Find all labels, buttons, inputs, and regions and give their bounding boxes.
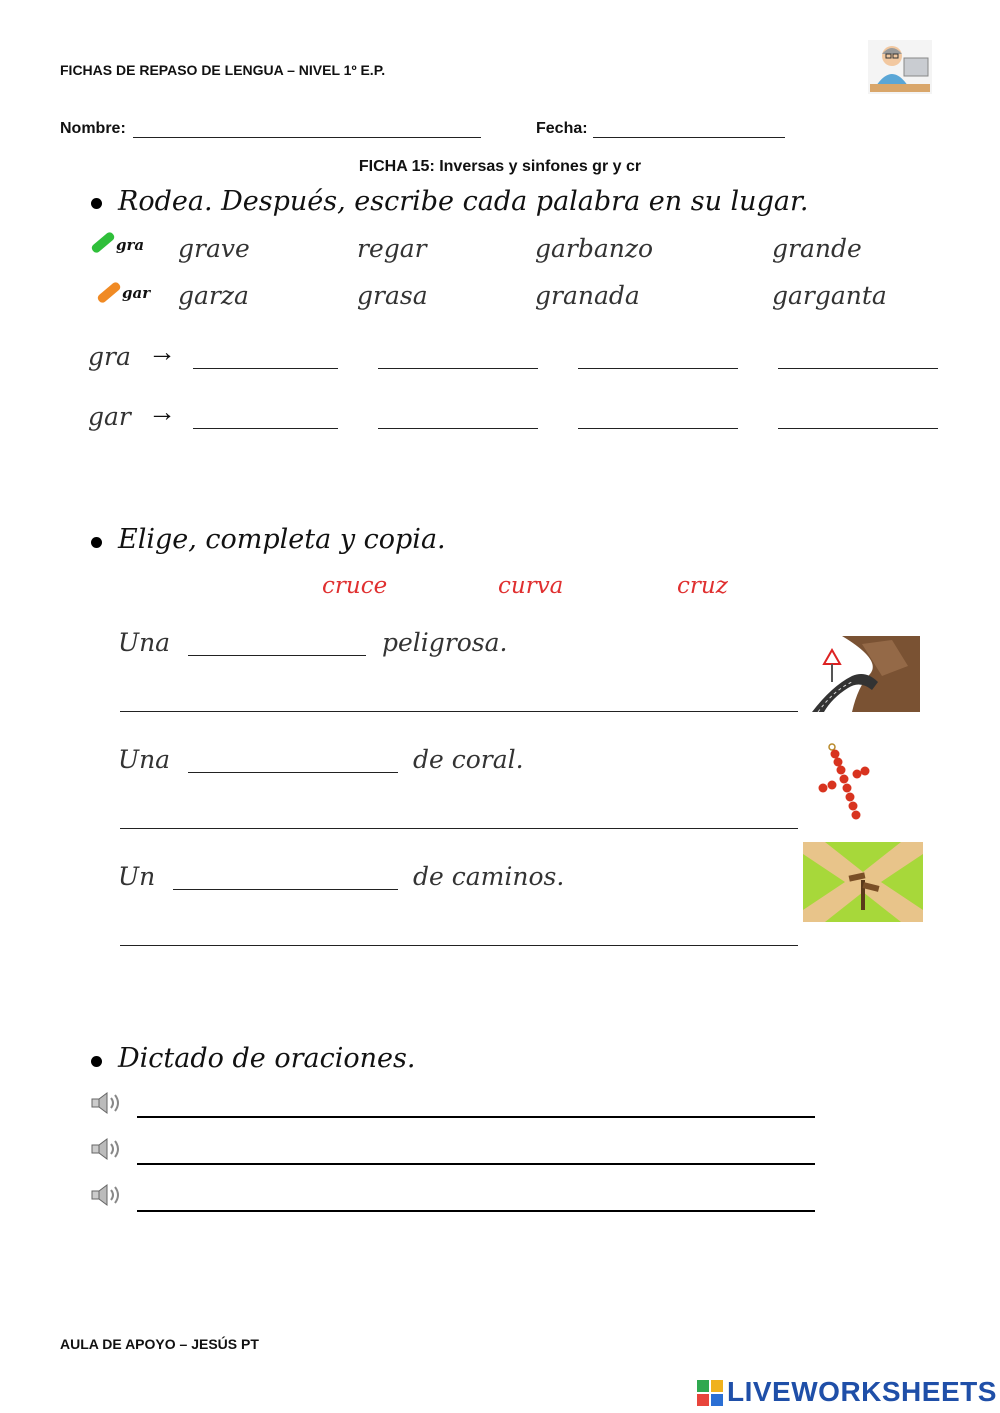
date-field[interactable] — [593, 137, 785, 138]
bullet-icon — [91, 1056, 102, 1067]
name-field[interactable] — [133, 137, 481, 138]
footer-text: AULA DE APOYO – JESÚS PT — [60, 1336, 259, 1352]
option-word[interactable]: curva — [498, 573, 564, 599]
sentence-start: Un — [118, 862, 156, 891]
answer-prefix-gra: gra — [88, 342, 131, 371]
bullet-icon — [91, 537, 102, 548]
name-label: Nombre: — [60, 120, 126, 137]
arrow-right-icon: → — [148, 396, 176, 427]
answer-field[interactable] — [378, 368, 538, 369]
word-item[interactable]: garganta — [772, 281, 887, 310]
crossroads-image — [803, 842, 923, 922]
word-item[interactable]: grande — [772, 234, 862, 263]
word-item[interactable]: garbanzo — [535, 234, 654, 263]
section1-instruction: Rodea. Después, escribe cada palabra en su lugar. — [118, 186, 809, 217]
answer-field[interactable] — [578, 428, 738, 429]
coral-cross-image — [815, 742, 871, 824]
dictation-line-field[interactable] — [137, 1163, 815, 1165]
sentence-blank-field[interactable] — [188, 655, 366, 656]
sentence-blank-field[interactable] — [173, 889, 398, 890]
answer-field[interactable] — [378, 428, 538, 429]
bullet-icon — [91, 198, 102, 209]
copy-line-field[interactable] — [120, 711, 798, 712]
worksheet-title: FICHA 15: Inversas y sinfones gr y cr — [358, 158, 642, 175]
section3-instruction: Dictado de oraciones. — [118, 1043, 416, 1074]
dictation-line-field[interactable] — [137, 1210, 815, 1212]
answer-field[interactable] — [778, 368, 938, 369]
answer-field[interactable] — [578, 368, 738, 369]
curve-road-image — [812, 636, 920, 712]
green-pencil-icon — [90, 231, 116, 255]
section2-instruction: Elige, completa y copia. — [118, 524, 446, 555]
orange-pencil-icon — [96, 281, 122, 305]
word-item[interactable]: granada — [535, 281, 640, 310]
speaker-icon[interactable] — [90, 1090, 124, 1121]
sentence-end: de coral. — [413, 745, 524, 774]
copy-line-field[interactable] — [120, 828, 798, 829]
legend-gra: gra — [116, 236, 145, 254]
answer-field[interactable] — [193, 368, 338, 369]
date-label: Fecha: — [536, 120, 588, 137]
option-word[interactable]: cruce — [322, 573, 388, 599]
sentence-start: Una — [118, 628, 171, 657]
word-item[interactable]: grave — [178, 234, 250, 263]
copy-line-field[interactable] — [120, 945, 798, 946]
dictation-line-field[interactable] — [137, 1116, 815, 1118]
option-word[interactable]: cruz — [677, 573, 728, 599]
liveworksheets-brand[interactable]: LIVEWORKSHEETS — [727, 1376, 997, 1407]
legend-gar: gar — [122, 284, 151, 302]
sentence-end: de caminos. — [413, 862, 565, 891]
answer-field[interactable] — [193, 428, 338, 429]
teacher-avatar — [868, 40, 932, 94]
sentence-blank-field[interactable] — [188, 772, 398, 773]
sentence-end: peligrosa. — [382, 628, 508, 657]
answer-field[interactable] — [778, 428, 938, 429]
sentence-start: Una — [118, 745, 171, 774]
liveworksheets-logo-icon — [697, 1380, 723, 1411]
document-header-title: FICHAS DE REPASO DE LENGUA – NIVEL 1º E.P. — [60, 62, 386, 78]
word-item[interactable]: garza — [178, 281, 249, 310]
word-item[interactable]: grasa — [357, 281, 428, 310]
speaker-icon[interactable] — [90, 1182, 124, 1213]
speaker-icon[interactable] — [90, 1136, 124, 1167]
word-item[interactable]: regar — [357, 234, 427, 263]
answer-prefix-gar: gar — [88, 402, 131, 431]
arrow-right-icon: → — [148, 336, 176, 367]
